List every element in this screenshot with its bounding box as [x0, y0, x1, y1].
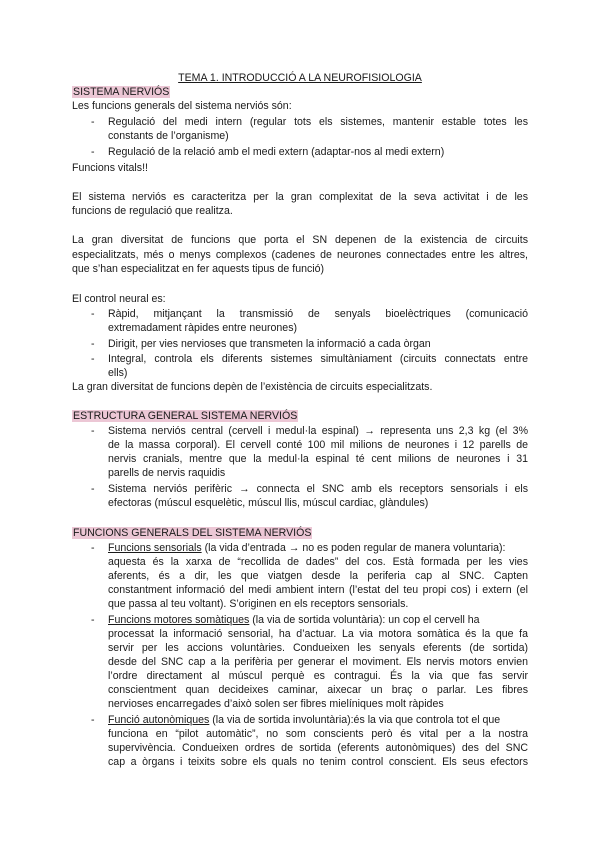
list-item: nervis cranials, mentre que la medul·la espinal té cent milions de neurones i 31	[108, 453, 528, 465]
list-item: Sistema nerviós perifèric → connecta el SNC amb els receptors sensorials i els	[108, 483, 528, 495]
list-item: aferents, és a dir, les que viatgen desde la periferia cap al SNC. Capten	[108, 570, 528, 582]
list-bullet: -	[91, 338, 95, 350]
section-heading: FUNCIONS GENERALS DEL SISTEMA NERVIÓS	[73, 527, 312, 539]
paragraph: Funcions vitals!!	[72, 162, 148, 174]
paragraph: El sistema nerviós es caracteritza per la gran complexitat de la seva activitat i de les	[72, 191, 528, 203]
paragraph: especialitzats, més o menys complexos (cadenes de neurones connectades entre les altres,	[72, 249, 528, 261]
list-item: Regulació de la relació amb el medi extern (adaptar-nos al medi extern)	[108, 146, 445, 158]
list-item: constantment informació del medi ambient intern (l’estat del teu propi cos) i extern (el	[108, 584, 528, 596]
list-item: Dirigit, per vies nervioses que transmeten la informació a cada òrgan	[108, 338, 431, 350]
list-item: Funcions motores somàtiques (la via de sortida voluntària): un cop el cervell ha	[108, 614, 480, 626]
paragraph: funcions de regulació que realitza.	[72, 205, 233, 217]
list-item: conscientment quan decideixes caminar, aixecar un braç o parlar. Les fibres	[108, 684, 528, 696]
list-item: aquesta és la xarxa de “recollida de dades” del cos. Està formada per les vies	[108, 556, 528, 568]
list-item: que passa al teu voltant). S’originen en els receptors sensorials.	[108, 598, 409, 610]
list-item: Sistema nerviós central (cervell i medul·la espinal) → representa uns 2,3 kg (el 3%	[108, 425, 528, 437]
list-item: Funció autonòmiques (la via de sortida involuntària):és la via que controla tot el que	[108, 714, 501, 726]
list-item: extremadament ràpides entre neurones)	[108, 322, 298, 334]
section-heading: SISTEMA NERVIÓS	[73, 86, 170, 98]
list-item: Regulació del medi intern (regular tots els sistemes, mantenir estable totes les	[108, 116, 528, 128]
list-item: supervivència. Condueixen ordres de sortida (eferents autonòmiques) des del SNC	[108, 742, 528, 754]
term-underlined: Funcions motores somàtiques	[108, 614, 250, 626]
list-bullet: -	[91, 542, 95, 554]
list-item: servir per les accions voluntàries. Condueixen les senyals eferents (de sortida)	[108, 642, 528, 654]
paragraph: que s’han especialitzat en fer aquests tipus de funció)	[72, 263, 325, 275]
section-heading: ESTRUCTURA GENERAL SISTEMA NERVIÓS	[73, 410, 298, 422]
list-item: desde del SNC cap a la perifèria per generar el moviment. Els nervis motors envien	[108, 656, 528, 668]
paragraph: La gran diversitat de funcions que porta el SN depenen de la existencia de circuits	[72, 234, 528, 246]
list-item: de la massa corporal). El cervell conté 100 mil milions de neurones i 12 parells de	[108, 439, 528, 451]
list-item: cap a òrgans i teixits sobre els quals no tenim control conscient. Els seus efectors	[108, 756, 528, 768]
paragraph: La gran diversitat de funcions depèn de l’existència de circuits especialitzats.	[72, 381, 433, 393]
list-bullet: -	[91, 353, 95, 365]
list-bullet: -	[91, 614, 95, 626]
term-underlined: Funcions sensorials	[108, 542, 202, 554]
list-bullet: -	[91, 714, 95, 726]
list-item: l’ordre directament al múscul perquè es contragui. És la via que fas servir	[108, 670, 528, 682]
list-bullet: -	[91, 483, 95, 495]
paragraph: Les funcions generals del sistema nerviós són:	[72, 100, 292, 112]
list-item: Funcions sensorials (la vida d’entrada → no es poden regular de manera voluntaria):	[108, 542, 506, 554]
list-item: funciona en “pilot automàtic”, no som conscients però és vital per a la nostra	[108, 728, 528, 740]
list-bullet: -	[91, 146, 95, 158]
list-item: ells)	[108, 367, 128, 379]
list-item: constants de l’organisme)	[108, 130, 229, 142]
list-item: nervioses encarregades d’això solen ser fibres mielíniques molt ràpides	[108, 698, 444, 710]
list-item: processat la informació sensorial, ha d’actuar. La via motora somàtica és la que fa	[108, 628, 528, 640]
list-item: efectoras (múscul esquelètic, múscul llis, múscul cardiac, glàndules)	[108, 497, 429, 509]
paragraph: El control neural es:	[72, 293, 166, 305]
page-title: TEMA 1. INTRODUCCIÓ A LA NEUROFISIOLOGIA	[178, 72, 422, 84]
list-bullet: -	[91, 116, 95, 128]
list-bullet: -	[91, 308, 95, 320]
list-item: Integral, controla els diferents sistemes simultàniament (circuits connectats entre	[108, 353, 528, 365]
list-bullet: -	[91, 425, 95, 437]
list-item: Ràpid, mitjançant la transmissió de senyals bioelèctriques (comunicació	[108, 308, 528, 320]
list-item: parells de nervis raquidis	[108, 467, 226, 479]
term-underlined: Funció autonòmiques	[108, 714, 210, 726]
